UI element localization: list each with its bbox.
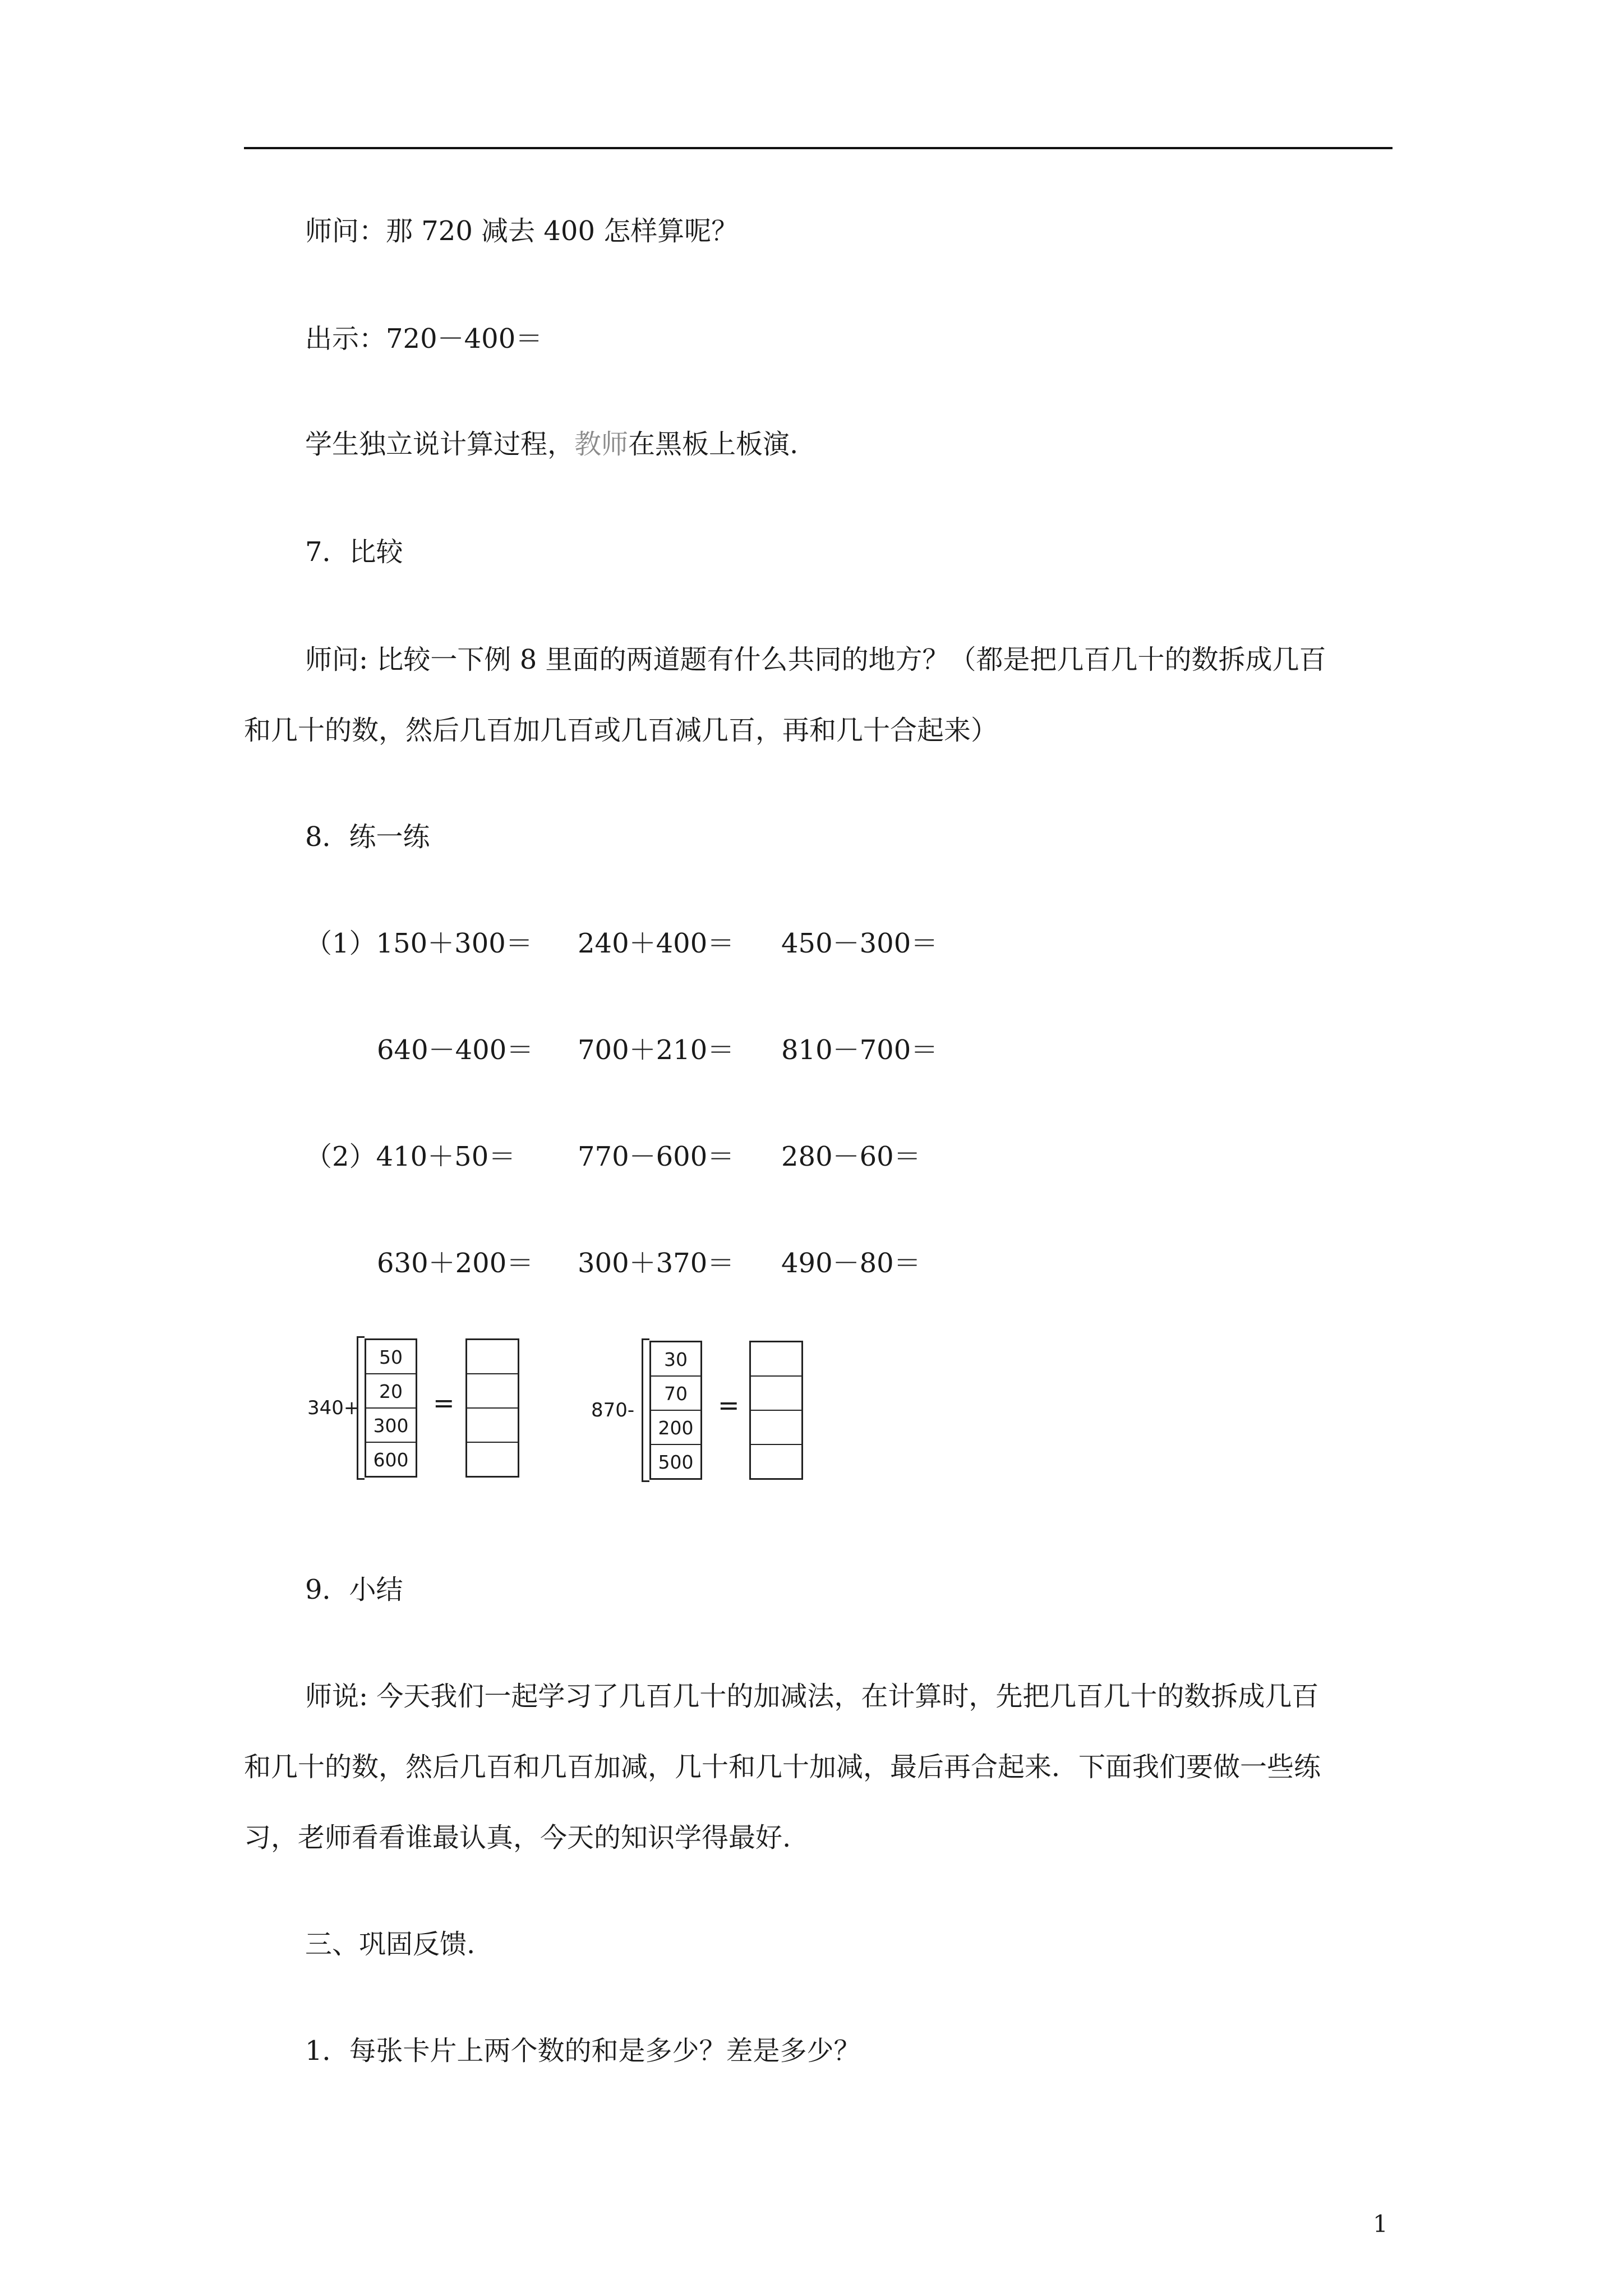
exercise-2-6: 490－80＝	[781, 1248, 921, 1279]
addition-equals-sign: =	[433, 1388, 455, 1418]
line-student-calc	[305, 426, 798, 462]
subtraction-stack-label: 870-	[591, 1399, 635, 1421]
paragraph-summary-line3: 习，老师看看谁最认真，今天的知识学得最好.	[244, 1822, 791, 1853]
line-student-calc-c: 在黑板上板演.	[628, 429, 799, 460]
paragraph-summary-line2: 和几十的数，然后几百和几百加减，几十和几十加减，最后再合起来．下面我们要做一些练	[244, 1751, 1321, 1783]
exercise-1-1: （1）150＋300＝	[305, 928, 533, 959]
exercise-2-1: （2）410＋50＝	[305, 1141, 516, 1172]
exercise-1-4: 640－400＝	[377, 1034, 534, 1066]
addition-stack-cell: 50	[366, 1340, 416, 1374]
heading-consolidation: 三、巩固反馈.	[305, 1929, 476, 1960]
answer-box	[467, 1443, 518, 1477]
addition-stack-label: 340+	[307, 1397, 360, 1419]
paragraph-compare-line1: 师问: 比较一下例 8 里面的两道题有什么共同的地方？（都是把几百几十的数拆成几百	[305, 644, 1326, 675]
heading-practice: 8．练一练	[305, 821, 430, 853]
exercise-2-5: 300＋370＝	[578, 1248, 735, 1279]
answer-box	[467, 1409, 518, 1443]
subtraction-stack-cell: 70	[651, 1377, 700, 1411]
subtraction-stack-cell: 500	[658, 1451, 694, 1473]
subtraction-stack	[649, 1341, 702, 1480]
answer-box	[467, 1374, 518, 1409]
heading-compare: 7．比较	[305, 536, 403, 568]
exercise-2-4: 630＋200＝	[377, 1248, 534, 1279]
addition-stack-cell: 600	[373, 1449, 409, 1471]
answer-box	[751, 1411, 801, 1445]
line-student-calc-teacher: 教师	[574, 429, 629, 460]
addition-answer-boxes	[465, 1338, 519, 1478]
addition-stack-bracket	[357, 1336, 365, 1480]
subtraction-stack-cell: 200	[651, 1411, 700, 1445]
exercise-2-2: 770－600＝	[578, 1141, 735, 1172]
line-student-calc-a: 学生独立说计算过程，	[305, 429, 575, 460]
exercise-1-5: 700＋210＝	[578, 1034, 735, 1066]
line-show-expression: 出示：720－400＝	[305, 323, 543, 355]
subtraction-stack-bracket	[642, 1338, 649, 1482]
line-question-720: 师问：那 720 减去 400 怎样算呢？	[305, 215, 739, 247]
answer-box	[751, 1445, 801, 1479]
page-number: 1	[1373, 2210, 1388, 2238]
addition-stack-cell: 20	[366, 1374, 416, 1409]
answer-box	[751, 1342, 801, 1377]
addition-stack-cell: 300	[366, 1409, 416, 1443]
paragraph-summary-line1: 师说: 今天我们一起学习了几百几十的加减法，在计算时，先把几百几十的数拆成几百	[305, 1681, 1319, 1712]
header-rule	[244, 147, 1393, 149]
answer-box	[751, 1377, 801, 1411]
exercise-1-6: 810－700＝	[781, 1034, 938, 1066]
heading-summary: 9．小结	[305, 1574, 403, 1605]
answer-box	[467, 1340, 518, 1374]
subtraction-equals-sign: =	[718, 1390, 740, 1420]
exercise-1-2: 240＋400＝	[578, 928, 735, 959]
exercise-1-3: 450－300＝	[781, 928, 938, 959]
exercise-2-3: 280－60＝	[781, 1141, 921, 1172]
subtraction-stack-cell: 30	[651, 1342, 700, 1377]
subtraction-answer-boxes	[749, 1341, 803, 1480]
question-cards: 1．每张卡片上两个数的和是多少？差是多少？	[305, 2035, 861, 2067]
paragraph-compare-line2: 和几十的数，然后几百加几百或几百减几百，再和几十合起来）	[244, 715, 998, 746]
addition-stack	[365, 1338, 417, 1478]
